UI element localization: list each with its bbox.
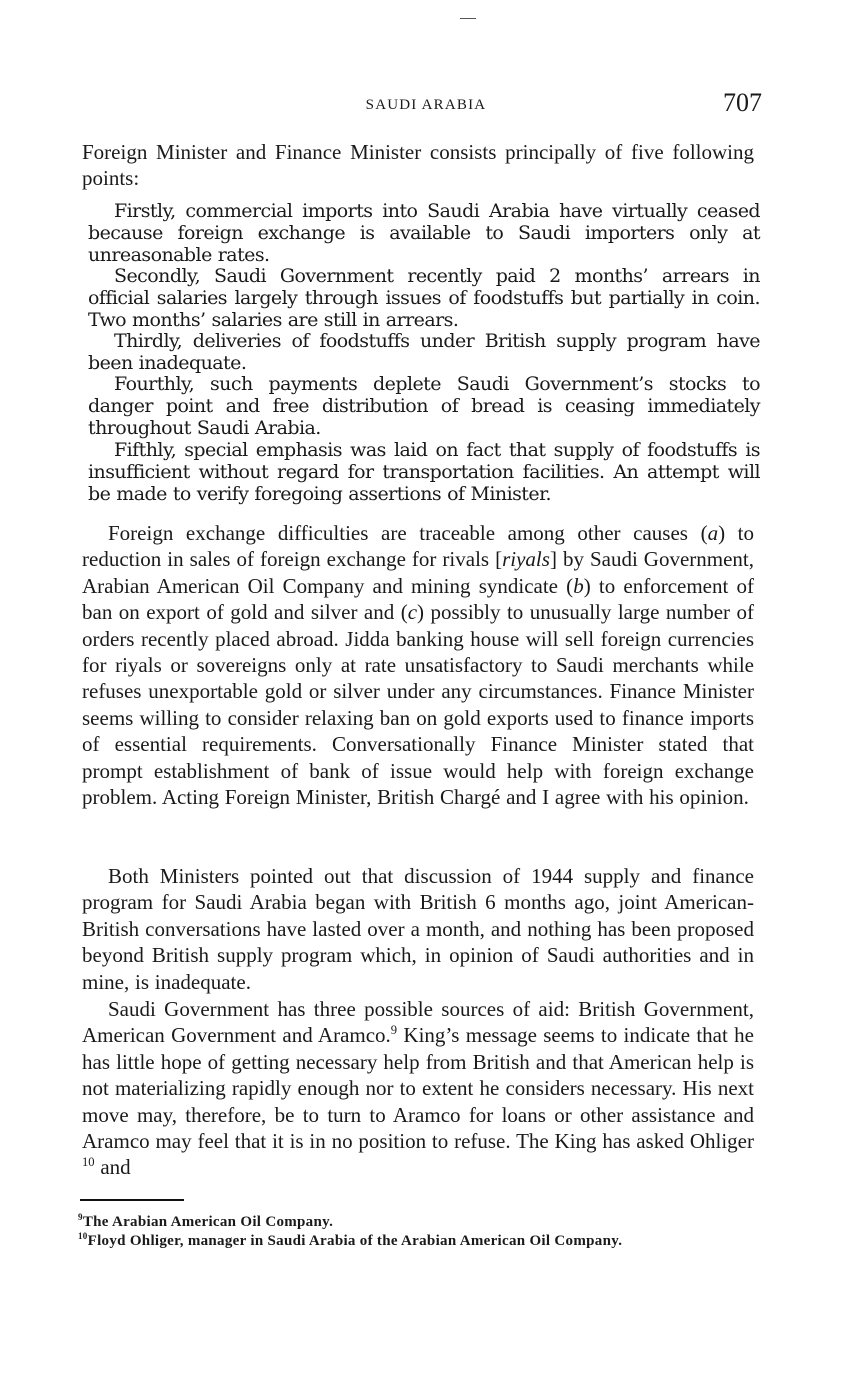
- running-title: SAUDI ARABIA: [365, 97, 487, 113]
- para1-text-4: ) to enforcement of ban on export of gold and silver and (: [82, 573, 754, 625]
- cable-point-1: Firstly, commercial imports into Saudi Arabia have virtually ceased because foreign exchange is available to Saudi importers only at unreasonable rates.: [88, 200, 760, 266]
- footnote-rule: [80, 1199, 184, 1201]
- para1-riyals: riyals: [502, 547, 550, 572]
- running-head: [90, 88, 762, 124]
- paragraph-foreign-exchange: [82, 520, 754, 810]
- top-dash: [460, 18, 476, 19]
- para1-text-1: Foreign exchange difficulties are traceable among other causes (: [108, 521, 708, 545]
- page-number: 707: [723, 88, 762, 117]
- para1-letter-a: a: [707, 521, 719, 545]
- footnote-9-mark: 9: [78, 1212, 83, 1222]
- para3-text-2: King’s message seems to indicate that he has little hope of getting necessary help from British and that American help is not materializing rapidly enough nor to extent he considers necessary. His next move may, therefore, be to turn to Aramco for loans or other assistance and Aramco may feel that it is in no position to refuse. The King has asked Ohliger: [82, 1023, 754, 1154]
- footnote-10: [78, 1231, 750, 1250]
- footnote-ref-10: 10: [82, 1155, 95, 1170]
- intro-paragraph: Foreign Minister and Finance Minister consists principally of five following points:: [82, 140, 754, 191]
- para1-text-2: ) to reduction in sales of foreign exchange for rivals [: [82, 521, 754, 572]
- cable-point-2: Secondly, Saudi Government recently paid 2 months’ arrears in official salaries largely through issues of foodstuffs but partially in coin. Two months’ salaries are still in arrears.: [88, 265, 760, 331]
- footnote-10-mark: 10: [78, 1231, 88, 1241]
- cable-point-3: Thirdly, deliveries of foodstuffs under British supply program have been inadequate.: [88, 330, 760, 374]
- para1-text-5: ) possibly to unusually large number of orders recently placed abroad. Jidda banking house will sell foreign currencies for riyals or sovereigns only at rate unsatisfactory to Saudi merchants while refuses unexportable gold or silver under any circumstances. Finance Minister seems willing to consider relaxing ban on gold exports used to finance imports of essential requirements. Conversationally Finance Minister stated that prompt establishment of bank of issue would help with foreign exchange problem. Acting Foreign Minister, British Chargé and I agree with his opinion.: [82, 600, 754, 810]
- para1-letter-b: b: [573, 573, 584, 598]
- footnote-ref-9: 9: [390, 1023, 398, 1038]
- paragraph-sources-of-aid: [82, 996, 754, 1181]
- para3-text-3: and: [94, 1155, 131, 1180]
- para3-text-1: Saudi Government has three possible sources of aid: British Government, American Government and Aramco.: [82, 997, 754, 1048]
- paragraph-ministers: Both Ministers pointed out that discussion of 1944 supply and finance program for Saudi Arabia began with British 6 months ago, joint American-British conversations have lasted over a month, and nothing has been proposed beyond British supply program which, in opinion of Saudi authorities and in mine, is inadequate.: [82, 864, 754, 994]
- footnote-10-text: Floyd Ohliger, manager in Saudi Arabia of the Arabian American Oil Company.: [87, 1233, 623, 1249]
- cable-point-4: Fourthly, such payments deplete Saudi Government’s stocks to danger point and free distribution of bread is ceasing immediately throughout Saudi Arabia.: [88, 373, 760, 439]
- para1-letter-c: c: [407, 600, 418, 625]
- footnote-9-text: The Arabian American Oil Company.: [82, 1214, 334, 1230]
- footnote-9: [78, 1212, 750, 1231]
- cable-point-5: Fifthly, special emphasis was laid on fact that supply of foodstuffs is insufficient without regard for transportation facilities. An attempt will be made to verify foregoing assertions of Minister.: [88, 439, 760, 505]
- para1-text-3: ] by Saudi Government, Arabian American Oil Company and mining syndicate (: [82, 547, 755, 598]
